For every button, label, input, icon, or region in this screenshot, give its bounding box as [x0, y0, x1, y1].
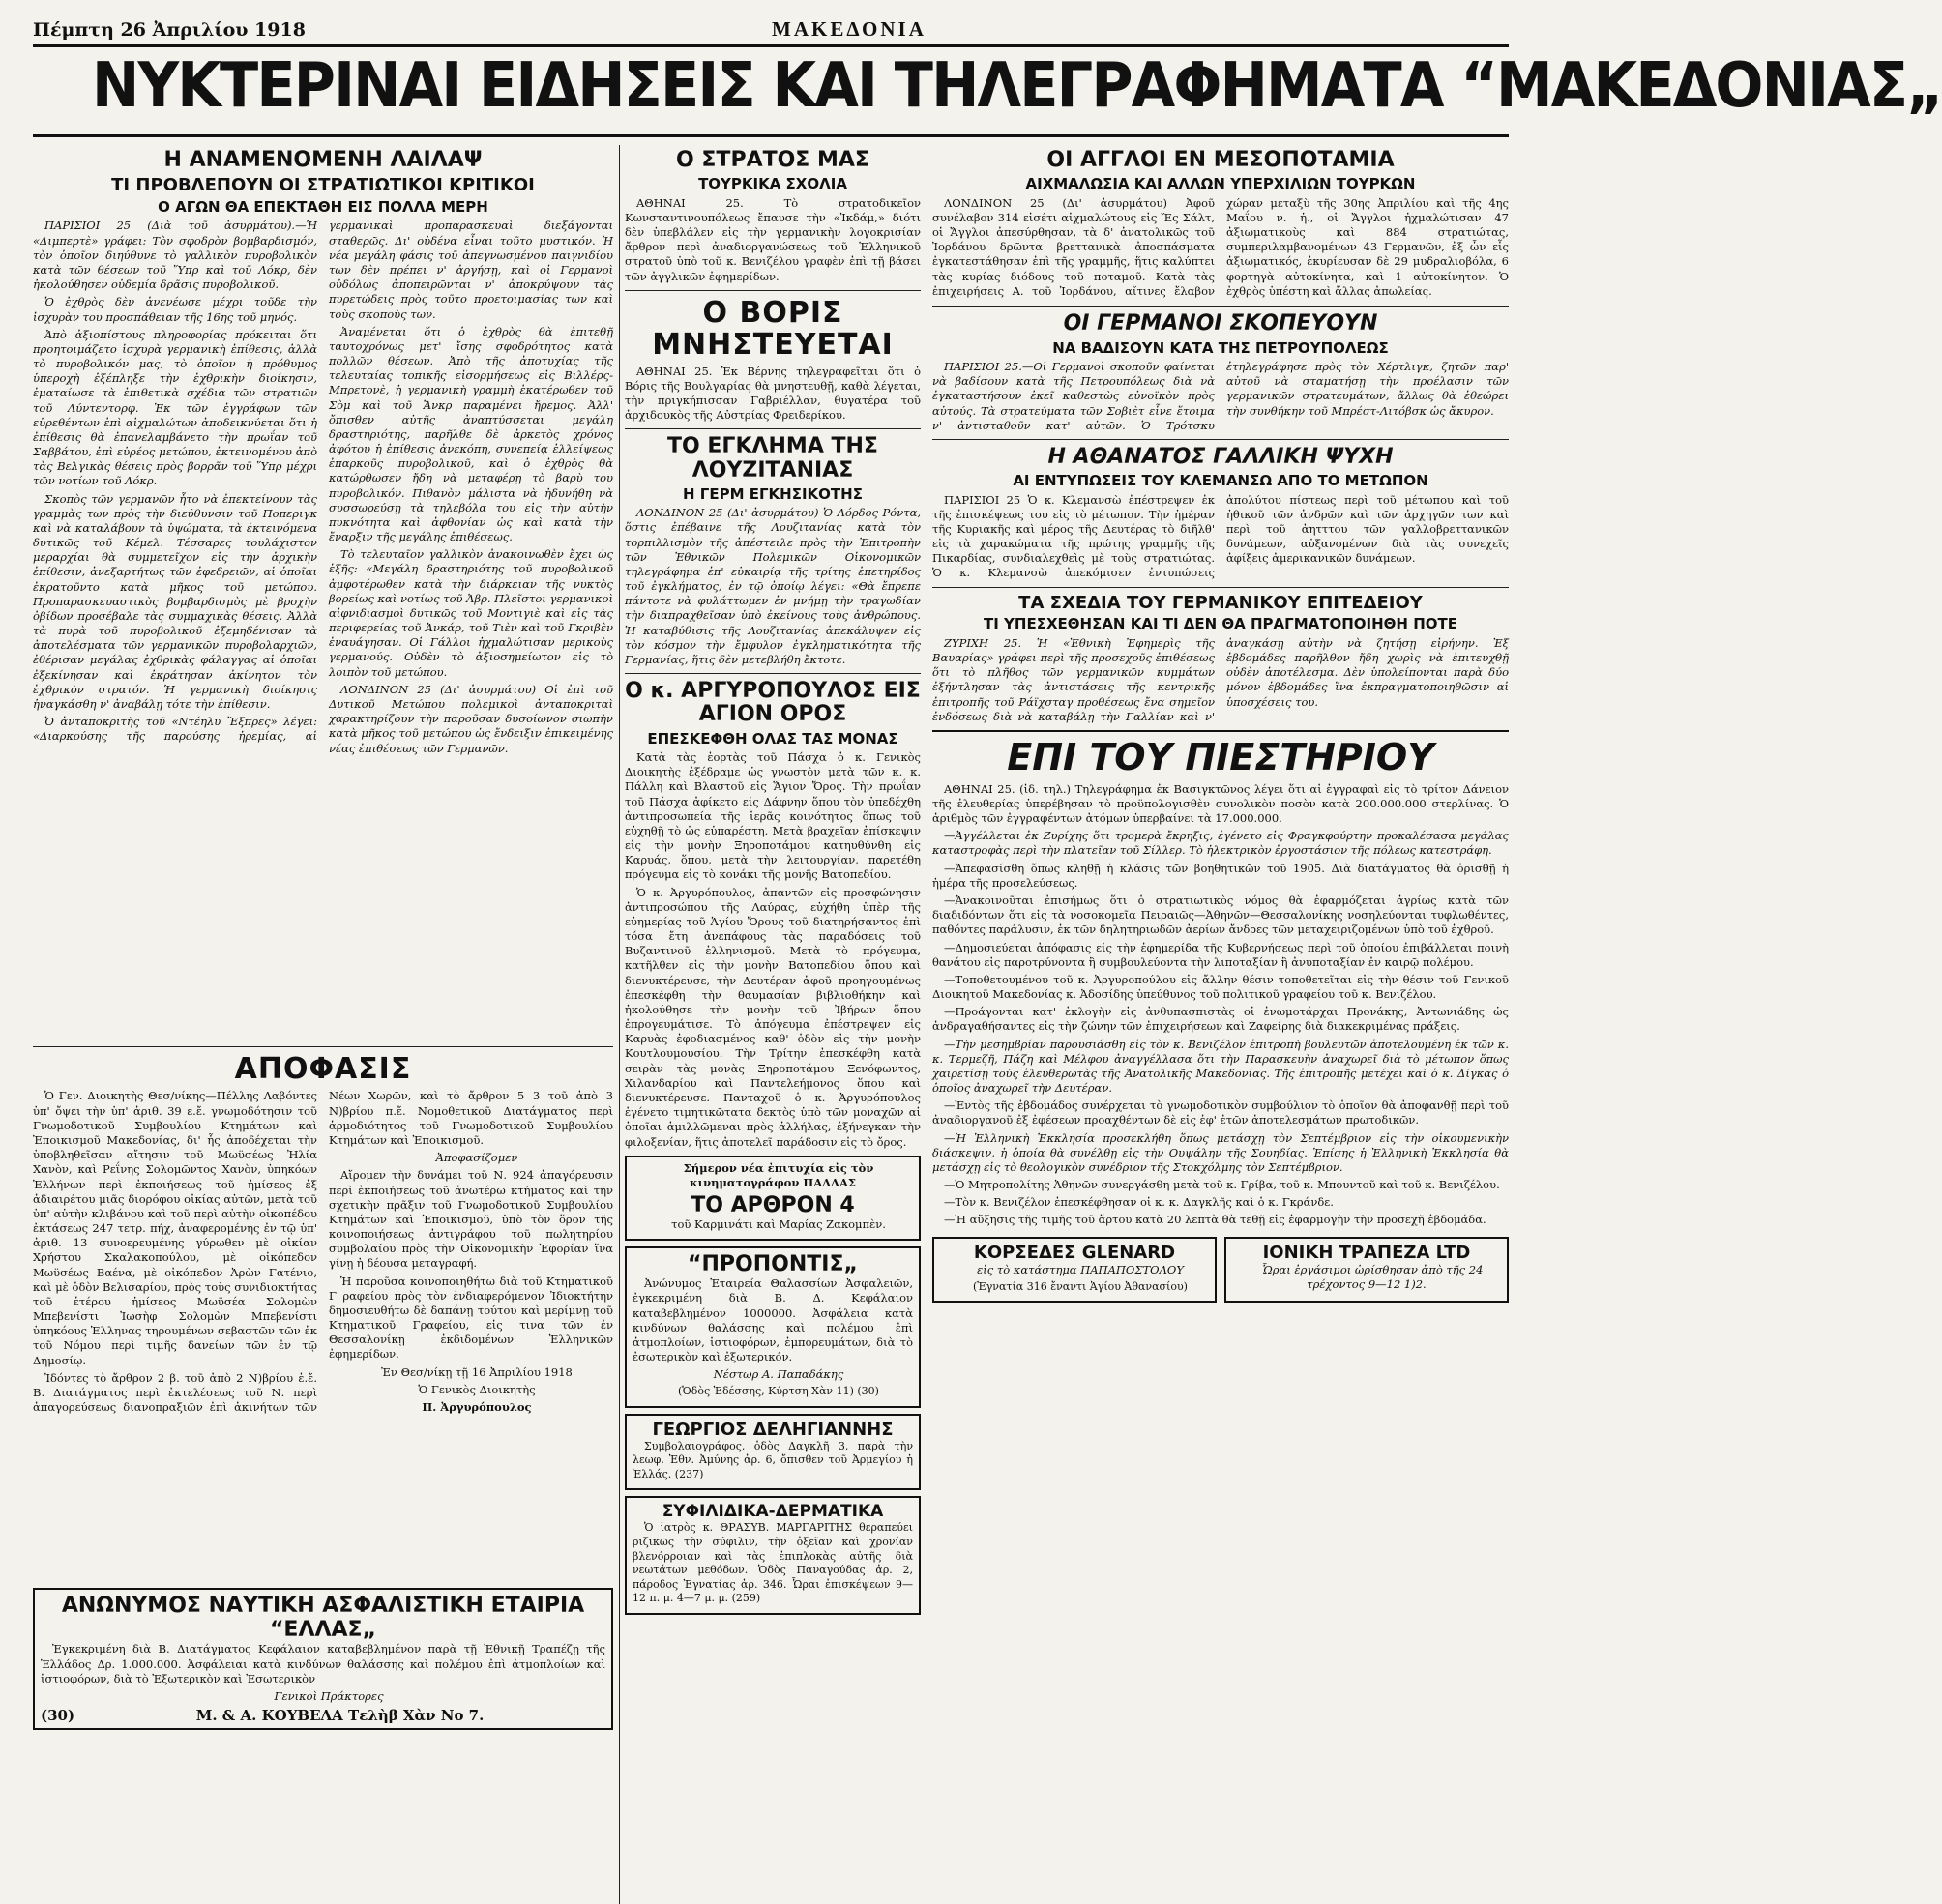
paragraph: ΠΑΡΙΣΙΟΙ 25 (Διὰ τοῦ ἀσυρμάτου).—Ἡ «Διμπερτὲ» γράφει: Τὸν σφοδρὸν βομβαρδισμόν, τὸν ὁποῖον διηύθυνε τὸ γαλλικὸν πυροβολικὸν κατὰ τῶν θέσεων τοῦ Ὕπρ καὶ τοῦ Λόκρ, δὲν ἠκολούθησεν οὐδεμία δρᾶσις πυροβολικοῦ.: [33, 219, 317, 292]
paragraph: Τὸ τελευταῖον γαλλικὸν ἀνακοινωθὲν ἔχει ὡς ἑξῆς: «Μεγάλη δραστηριότης τοῦ πυροβολικοῦ ἀμφοτέρωθεν κατὰ τὴν διάρκειαν τῆς νυκτὸς βορείως καὶ νοτίως τοῦ Ἀβρ. Πλεῖστοι γερμανικοὶ αἰφνιδιασμοὶ δυτικῶς τοῦ Μοντιγιὲ καὶ εἰς τὰς περιφερείας τοῦ Ἀνκάρ, τοῦ Τιὲν καὶ τοῦ Γκριβὲν ἐναυάγησαν. Οἱ Γάλλοι ἠχμαλώτισαν μερικοὺς γερμανούς. Οὐδὲν τὸ ἀξιοσημείωτον εἰς τὸ λοιπὸν τοῦ μετώπου.: [329, 547, 613, 679]
paragraph: ΠΑΡΙΣΙΟΙ 25.—Οἱ Γερμανοὶ σκοποῦν φαίνεται νὰ βαδίσουν κατὰ τῆς Πετρουπόλεως διὰ νὰ ἐγκαταστήσουν ἐκεῖ καθεστὼς εὐνοϊκὸν πρὸς αὐτούς. Τὰ στρατεύματα τῶν Σοβιὲτ εἶνε ἕτοιμα ν' ἀντισταθοῦν κατ' αὐτῶν. Ὁ Τρότσκυ ἐτηλεγράφησε πρὸς τὸν Χέρτλιγκ, ζητῶν παρ' αὐτοῦ νὰ σταματήσῃ τὴν προέλασιν τῶν γερμανικῶν στρατευμάτων, ἄλλως θὰ ἐθεώρει τὴν συνθήκην τοῦ Μπρέστ-Λιτόβσκ ὡς ἄκυρον.: [932, 360, 1509, 432]
ad-title: “ΠΡΟΠΟΝΤΙΣ„: [688, 1252, 858, 1277]
paragraph: Ἰδόντες τὸ ἄρθρον 2 β. τοῦ ἀπὸ 2 Ν)βρίου ἑ.ἔ. Β. Διατάγματος περὶ ἐκτελέσεως τοῦ Ν. περὶ ἀπαγορεύσεως διανοπραξιῶν ἐπὶ ἀκινήτων τῶν Νέων Χωρῶν, καὶ τὸ ἄρθρον 5 3 τοῦ ἀπὸ 3 Ν)βρίου π.ἔ. Νομοθετικοῦ Διατάγματος περὶ ἁρμοδιότητος τοῦ Γνωμοδοτικοῦ Συμβουλίου Κτημάτων καὶ Ἐποικισμοῦ.: [33, 1089, 613, 1415]
paragraph: Ἡ παροῦσα κοινοποιηθήτω διὰ τοῦ Κτηματικοῦ Γ ραφείου πρὸς τὸν ἐνδιαφερόμενον Ἰδιοκτήτην δημοσιευθήτω δὲ δαπάνῃ τούτου καὶ μερίμνῃ τοῦ Κτηματικοῦ Γραφείου, εἰς τινα τῶν ἐν Θεσσαλονίκῃ ἐκδιδομένων Ἑλληνικῶν ἐφημερίδων.: [329, 1274, 613, 1362]
article-body: [932, 196, 1509, 301]
ad-title: ΙΟΝΙΚΗ ΤΡΑΠΕΖΑ LTD: [1262, 1242, 1471, 1263]
paragraph: Αἴρομεν τὴν δυνάμει τοῦ Ν. 924 ἀπαγόρευσιν περὶ ἐκποιήσεως τοῦ ἀνωτέρω κτήματος καὶ τὴν σχετικὴν πρᾶξιν τοῦ Γνωμοδοτικοῦ Συμβουλίου Κτημάτων καὶ Ἐποικισμοῦ, ὑπὸ τὸν ὅρον τῆς κοινοποιήσεως ἀντιγράφου τοῦ πωλητηρίου συμβολαίου πρὸς τὴν Οἰκονομικὴν Ἐφορίαν ἵνα γίνῃ ἡ δέουσα μεταγραφή.: [329, 1168, 613, 1271]
headline: ΕΠΙ ΤΟΥ ΠΙΕΣΤΗΡΙΟΥ: [1007, 735, 1434, 778]
ad-text: Ὁ ἰατρὸς κ. ΘΡΑΣΥΒ. ΜΑΡΓΑΡΙΤΗΣ θεραπεύει ριζικῶς τὴν σύφιλιν, τὴν ὀξεῖαν καὶ χρονίαν βλενόρροιαν καὶ τὰς ἐπιπλοκὰς αὐτῆς διὰ νεωτάτων μεθόδων. Ὁδὸς Παναγούδας ἀρ. 2, πάροδος Ἐγνατίας ἀρ. 346. Ὧραι ἐπισκέψεων 9—12 π. μ. 4—7 μ. μ. (259): [633, 1521, 913, 1605]
subheadline: ΤΙ ΠΡΟΒΛΕΠΟΥΝ ΟΙ ΣΤΡΑΤΙΩΤΙΚΟΙ ΚΡΙΤΙΚΟΙ: [111, 175, 535, 196]
advertisement: [625, 1246, 921, 1408]
advertisement: [625, 1156, 921, 1242]
paragraph: Ἀποφασίζομεν: [435, 1151, 518, 1165]
paragraph: ΛΟΝΔΙΝΟΝ 25 (Δι' ἀσυρμάτου) Οἱ ἐπὶ τοῦ Δυτικοῦ Μετώπου πολεμικοὶ ἀνταποκριταὶ χαρακτηρίζουν τὴν παροῦσαν δυσοίωνον σιωπὴν κατὰ μῆκος τοῦ μετώπου ὡς ἔνδειξιν ἐπικειμένης νέας ἐπιθέσεως τῶν Γερμανῶν.: [329, 682, 613, 755]
paragraph: Ὁ Γεν. Διοικητὴς Θεσ/νίκης—Πέλλης Λαβόντες ὑπ' ὄψει τὴν ὑπ' ἀριθ. 39 ε.ἔ. γνωμοδότησιν τοῦ Γνωμοδοτικοῦ Συμβουλίου Κτημάτων καὶ Ἐποικισμοῦ Μακεδονίας, δι' ἧς ἀποδέχεται τὴν ὑποβληθεῖσαν αἴτησιν τοῦ Μωϋσέως Ἠλία Χανὸν, καὶ Ρεΐνης Σολομῶντος Χανὸν, ὑπηκόων Ἑλλήνων περὶ ἐκποιήσεως τοῦ ἡμίσεος ἐξ ἀδιαιρέτου μιᾶς διορόφου οἰκίας αὐτῶν, μετὰ τοῦ ὑπ' αὐτὴν κλιβάνου καὶ τοῦ περὶ αὐτὴν οἰκοπέδου ἐκτάσεως 247 τετρ. πήχ, ἀναφερομένης ἐν τῷ ὑπ' ἀριθ. 13 συνοερευμένης γύρωθεν μὲ οἰκίαν Χρήστου Σκαλακοπούλου, μὲ οἰκόπεδον Μωϋσέως Βαένα, μὲ οἰκόπεδον Ἀρὼν Γατένιο, καὶ μὲ ὁδὸν Βελισαρίου, πρὸς τοὺς συνιδιοκτήτας τοῦ ἑτέρου ἡμίσεος Μωϋσέα Σολομὼν Μπεβενίστι Ἰωσὴφ Σολομὼν Μπεβενίστι ὑπηκόους Ἑλληνας τηρουμένων σεβαστῶν τῶν ἐκ τοῦ Νόμου περὶ τιμῆς δανείων τῶν ἐν τῷ Δημοσίῳ.: [33, 1089, 317, 1367]
decision-body: [33, 1089, 613, 1582]
column-middle: [625, 145, 921, 1904]
paragraph: ΑΘΗΝΑΙ 25. (ἰδ. τηλ.) Τηλεγράφημα ἐκ Βασιγκτῶνος λέγει ὅτι αἱ ἐγγραφαὶ εἰς τὸ τρίτον Δάνειον τῆς ἐλευθερίας ὑπερέβησαν τὸ προϋπολογισθὲν συνολικὸν ποσὸν κατὰ 200.000.000 στερλίνας. Ὁ ἀριθμὸς τῶν ἐγγραφέντων ἀτόμων ὑπερβαίνει τὰ 17.000.000.: [932, 781, 1509, 826]
advertisement: [932, 1237, 1217, 1304]
paragraph: ΛΟΝΔΙΝΟΝ 25 (Δι' ἀσυρμάτου) Ἀφοῦ συνέλαβον 314 εἰσέτι αἰχμαλώτους εἰς Ἔς Σάλτ, οἱ Ἄγγλοι ἀπεσύρθησαν, τὰ δ' ἀνατολικῶς τοῦ Ἰορδάνου δρῶντα βρεττανικὰ ἀποσπάσματα ἐγκατεστάθησαν ἐπὶ τῆς γραμμῆς, ἥτις καλύπτει τὰς κυρίας διόδους τοῦ ποταμοῦ. Κατὰ τὰς ἐπιχειρήσεις Α. τοῦ Ἰορδάνου, αἵτινες ἔλαβον χώραν μεταξὺ τῆς 30ης Ἀπριλίου καὶ τῆς 4ης Μαΐου ν. ἡ., οἱ Ἄγγλοι ἠχμαλώτισαν 47 ἀξιωματικοὺς καὶ 884 στρατιώτας, συμπεριλαμβανομένων 43 Γερμανῶν, ἐξ ὧν εἷς ἀξιωματικός, ἐκυρίευσαν δὲ 29 μυδραλιοβόλα, 6 φορτηγὰ αὐτοκίνητα, καὶ 1 αὐτοκίνητον. Ὁ ἐχθρὸς ὑπέστη καὶ ἄλλας ἀπωλείας.: [932, 195, 1509, 298]
paragraph: —Τὸν κ. Βενιζέλον ἐπεσκέφθησαν οἱ κ. κ. Δαγκλῆς καὶ ὁ κ. Γκράνδε.: [944, 1195, 1334, 1210]
ad-title: ΤΟ ΑΡΘΡΟΝ 4: [691, 1193, 855, 1218]
signature-name: Π. Ἀργυρόπουλος: [422, 1399, 532, 1414]
subheadline: ΑΙ ΕΝΤΥΠΩΣΕΙΣ ΤΟΥ ΚΛΕΜΑΝΣΩ ΑΠΟ ΤΟ ΜΕΤΩΠΟΝ: [1013, 472, 1428, 490]
paragraph: ΑΘΗΝΑΙ 25. Ἐκ Βέρνης τηλεγραφεῖται ὅτι ὁ Βόρις τῆς Βουλγαρίας θὰ μνηστευθῇ, καθὰ λέγεται, τὴν πριγκήπισσαν Γαβριέλλαν, θυγατέρα τοῦ ἀρχιδουκὸς τῆς Αὐστρίας Φρειδερίκου.: [625, 364, 921, 423]
paragraph: —Ἐντὸς τῆς ἑβδομάδος συνέρχεται τὸ γνωμοδοτικὸν συμβούλιον τὸ ὁποῖον θὰ ἀποφανθῇ περὶ τοῦ ἀναδιοργανοῦ ἐξ ἐφέσεων προαχθέντων δὲ εἰς ἐφ' ἐτῶν ἀποτελεσμάτων πρωτοδικῶν.: [932, 1098, 1509, 1128]
headline: Η ΑΝΑΜΕΝΟΜΕΝΗ ΛΑΙΛΑΨ: [163, 148, 483, 172]
ad-number: (30): [41, 1707, 75, 1725]
paragraph: ΛΟΝΔΙΝΟΝ 25 (Δι' ἀσυρμάτου) Ὁ Λόρδος Ρόντα, ὅστις ἐπέβαινε τῆς Λουζιτανίας κατὰ τὸν τορπιλλισμὸν τῆς ἀπέστειλε πρὸς τὴν Ἐπιτροπὴν τῶν Ἐθνικῶν Πολεμικῶν Οἰκονομικῶν τηλεγράφημα ἐπ' εὐκαιρίᾳ τῆς τρίτης ἐπετηρίδος τοῦ ἐγκλήματος, ἐν τῷ ὁποίῳ λέγει: «Θὰ ἔπρεπε πάντοτε νὰ φυλάττωμεν ἐν μνήμῃ τὴν τραγωδίαν τὴν διαπραχθεῖσαν ὑπὸ ἐκείνους τοὺς ἀνθρώπους. Ἡ καταβύθισις τῆς Λουζιτανίας ἀπεκάλυψεν εἰς τὸν κόσμον τὴν ἔμφυλον ἐγκληματικότητα τῆς Γερμανίας, ἥτις δὲν μετεβλήθη ἔκτοτε.: [625, 506, 921, 666]
paragraph: —Ἀγγέλλεται ἐκ Ζυρίχης ὅτι τρομερὰ ἔκρηξις, ἐγένετο εἰς Φραγκφούρτην προκαλέσασα μεγάλας καταστροφὰς περὶ τὴν πλατεῖαν τοῦ Σίλλερ. Τὸ ἠλεκτρικὸν ἐργοστάσιον τῆς πόλεως κατεστράφη.: [932, 829, 1509, 858]
ad-title: ΣΥΦΙΛΙΔΙΚΑ-ΔΕΡΜΑΤΙΚΑ: [662, 1502, 884, 1522]
ad-text: Ἐγκεκριμένη διὰ Β. Διατάγματος Κεφάλαιον καταβεβλημένον παρὰ τῇ Ἐθνικῇ Τραπέζῃ τῆς Ἑλλάδος Δρ. 1.000.000. Ἀσφάλειαι κατὰ κινδύνων θαλάσσης καὶ πολέμου ἐπὶ ἀτμοπλοίων καὶ ἱστιοφόρων, διὰ τὸ Ἐξωτερικὸν καὶ Ἐσωτερικὸν: [41, 1642, 605, 1685]
article-body: [932, 360, 1509, 433]
paragraph: —Ἀπεφασίσθη ὅπως κληθῇ ἡ κλάσις τῶν βοηθητικῶν τοῦ 1905. Διὰ διατάγματος θὰ ὁρισθῇ ἡ ἡμέρα τῆς προσελεύσεως.: [932, 861, 1509, 890]
paragraph: —Ἡ αὔξησις τῆς τιμῆς τοῦ ἄρτου κατὰ 20 λεπτὰ θὰ τεθῇ εἰς ἐφαρμογὴν τὴν προσεχῆ ἑβδομάδα.: [944, 1213, 1486, 1227]
article-body: [932, 493, 1509, 581]
paragraph: —Τὴν μεσημβρίαν παρουσιάσθη εἰς τὸν κ. Βενιζέλον ἐπιτροπὴ βουλευτῶν ἀποτελουμένη ἐκ τῶν κ. κ. Τερμεζῆ, Πάζη καὶ Μέλφου ἀναγγέλλασα ὅτι τὴν Παρασκευὴν ἀναχωρεῖ διὰ τὸ μέτωπον ὅπως χαιρετίσῃ τοὺς ἐλευθερωτὰς τῆς Ἀνατολικῆς Μακεδονίας. Τῆς ἐπιτροπῆς μετέχει καὶ ὁ κ. Δίγκας ὁ ὁποῖος ἀναχωρεῖ τὴν Δευτέραν.: [932, 1037, 1509, 1096]
headline: Η ΑΘΑΝΑΤΟΣ ΓΑΛΛΙΚΗ ΨΥΧΗ: [1047, 444, 1394, 469]
advertisement: [1224, 1237, 1509, 1304]
paragraph: Σκοπὸς τῶν γερμανῶν ἦτο νὰ ἐπεκτείνουν τὰς γραμμὰς των πρὸς τὴν διεύθυνσιν τοῦ Ποπεριγκ καὶ νὰ καταλάβουν τὰ ὑψώματα, τὰ ἐκτεινόμενα δυτικῶς τοῦ Κέμελ. Τέσσαρες τουλάχιστον μεραρχίαι θὰ συμμετεῖχον εἰς τὴν ἀρχικὴν ἐπίθεσιν, ἀνεξαρτήτως τῶν ἐφεδρειῶν, αἱ ὁποῖαι ἐκρατοῦντο κατὰ μῆκος τοῦ μετώπου. Προπαρασκευαστικὸς βομβαρδισμὸς μὲ βροχὴν ὀβίδων προσέβαλε τὰς συμμαχικὰς θέσεις. Ἀλλὰ τὰ πυρὰ τοῦ πυροβολικοῦ ἐξεμηδένισαν τὰ ἀποτελέσματα τῶν γερμανικῶν πυροβολαρχιῶν, ἐθέρισαν μεγάλας ἐχθρικὰς φάλαγγας αἱ ὁποῖαι ἐξεκίνησαν καὶ ἐκράτησαν ἀκίνητον τὸν ἐχθρικὸν στρατόν. Ἡ γερμανικὴ διοίκησις ἠναγκάσθη ν' ἀναβάλῃ τότε τὴν ἐπίθεσιν.: [33, 491, 317, 711]
ad-title: ΓΕΩΡΓΙΟΣ ΔΕΛΗΓΙΑΝΝΗΣ: [652, 1419, 894, 1440]
paragraph: —Δημοσιεύεται ἀπόφασις εἰς τὴν ἐφημερίδα τῆς Κυβερνήσεως περὶ τοῦ ὁποίου ἐπιβάλλεται ποινὴ θανάτου εἰς παροτρύνοντα ἢ συμβουλεύοντα τὴν λιποταξίαν ἢ ἀνυποταξίαν ἐν καιρῷ πολέμου.: [932, 940, 1509, 969]
signature-place: Ἐν Θεσ/νίκῃ τῇ 16 Ἀπριλίου 1918: [381, 1364, 573, 1379]
paragraph: Ὁ ἀνταποκριτὴς τοῦ «Ντέηλυ Ἔξπρες» λέγει: «Διαρκούσης τῆς παρούσης ἠρεμίας, αἱ γερμανικαὶ προπαρασκευαὶ διεξάγονται σταθερῶς. Δι' οὐδένα εἶναι τοῦτο μυστικόν. Ἡ νέα μεγάλη φάσις τοῦ ἀπεγνωσμένου παιγνιδίου των δὲν πρέπει ν' ἀργήσῃ, καὶ οἱ Γερμανοὶ οὐδόλως ἀποπειρῶνται ν' ἀποκρύψουν τὰς πυρετώδεις πρὸς τοῦτο προετοιμασίας των καὶ τοὺς σκοποὺς των.: [33, 219, 613, 744]
paragraph: —Ὁ Μητροπολίτης Ἀθηνῶν συνεργάσθη μετὰ τοῦ κ. Γρίβα, τοῦ κ. Μπουντοῦ καὶ τοῦ κ. Βενιζέλου.: [944, 1178, 1500, 1192]
article-body: [33, 219, 613, 1040]
headline: ΤΟ ΕΓΚΛΗΜΑ ΤΗΣ ΛΟΥΖΙΤΑΝΙΑΣ: [667, 434, 878, 483]
paragraph: Κατὰ τὰς ἑορτὰς τοῦ Πάσχα ὁ κ. Γενικὸς Διοικητὴς ἐξέδραμε ὡς γνωστὸν μετὰ τῶν κ. κ. Πάλλη καὶ Βλαστοῦ εἰς Ἅγιον Ὄρος. Τὴν πρωΐαν τοῦ Πάσχα ἀφίκετο εἰς Δάφνην ὅπου τὸν ὑπεδέχθη ἀντιπροσωπεία τῆς ἱερᾶς κοινότητος ὅπως τοῦ εὐχηθῇ τὸ ὡς εὐπαρέστη. Μετὰ βραχεῖαν ἐπίσκεψιν εἰς τὴν μονὴν Ξηροποτάμου κατηυθύνθη εἰς Καρυάς, ὅπου, μετὰ τὴν λειτουργίαν, παρετέθη πρόγευμα εἰς τὸ κονάκι τῆς μονῆς Βατοπεδίου.: [625, 750, 921, 882]
ad-text: τοῦ Καρμινάτι καὶ Μαρίας Ζακομπὲν.: [671, 1217, 886, 1232]
ad-text: Ὧραι ἐργάσιμοι ὡρίσθησαν ἀπὸ τῆς 24 τρέχοντος 9—12 1)2.: [1261, 1262, 1484, 1291]
ad-name: Μ. & Α. ΚΟΥΒΕΛΑ Τελὴβ Χὰν Νο 7.: [195, 1707, 485, 1725]
newspaper-name: ΜΑΚΕΔΟΝΙΑ: [772, 17, 927, 41]
headline: Ο ΒΟΡΙΣ ΜΝΗΣΤΕΥΕΤΑΙ: [652, 295, 894, 362]
page-banner: ΝΥΚΤΕΡΙΝΑΙ ΕΙΔΗΣΕΙΣ ΚΑΙ ΤΗΛΕΓΡΑΦΗΜΑΤΑ “ΜΑΚΕΔΟΝΙΑΣ„: [92, 50, 1942, 122]
footer-ads: [932, 1231, 1509, 1309]
subheadline: ΕΠΕΣΚΕΦΘΗ ΟΛΑΣ ΤΑΣ ΜΟΝΑΣ: [647, 729, 898, 747]
paragraph: Ὁ ἐχθρὸς δὲν ἀνενέωσε μέχρι τοῦδε τὴν ἰσχυρὰν του προσπάθειαν τῆς 16ης τοῦ μηνός.: [33, 295, 317, 324]
paragraph: ΑΘΗΝΑΙ 25. Τὸ στρατοδικεῖον Κωνσταντινουπόλεως ἔπαυσε τὴν «Ἰκδάμ,» διότι δὲν ὑπεβλάλεν εἰς τὴν γερμανικὴν λογοκρισίαν ἄρθρον περὶ ἀναδιοργανώσεως τοῦ Ἑλληνικοῦ στρατοῦ ὑπὸ τοῦ κ. Βενιζέλου γραφὲν ἐπὶ τῇ βάσει τῶν ἀγγλικῶν ἐφημερίδων.: [625, 195, 921, 283]
paragraph: —Ἀνακοινοῦται ἐπισήμως ὅτι ὁ στρατιωτικὸς νόμος θὰ ἐφαρμόζεται ἀγρίως κατὰ τῶν διαδιδόντων ὅτι εἰς τὰ νοσοκομεῖα Πειραιῶς—Ἀθηνῶν—Θεσσαλονίκης νοσηλεύονται τυφλωθέντες, παθόντες παράλυσιν, ἐκ τῶν δηλητηριωδῶν ἀερίων ἄνδρες τῶν μεταχειριζομένων ὑπὸ τοῦ ἐχθροῦ.: [932, 893, 1509, 937]
ad-text: εἰς τὸ κατάστημα ΠΑΠΑΠΟΣΤΟΛΟΥ: [977, 1262, 1184, 1276]
subheadline: ΝΑ ΒΑΔΙΣΟΥΝ ΚΑΤΑ ΤΗΣ ΠΕΤΡΟΥΠΟΛΕΩΣ: [1052, 338, 1389, 357]
ad-address: (Ὁδὸς Ἐδέσσης, Κύρτση Χὰν 11) (30): [678, 1385, 879, 1398]
headline: ΟΙ ΑΓΓΛΟΙ ΕΝ ΜΕΣΟΠΟΤΑΜΙΑ: [1046, 148, 1395, 172]
signature-title: Ὁ Γενικὸς Διοικητὴς: [418, 1382, 536, 1396]
paragraph: —Τοποθετουμένου τοῦ κ. Ἀργυροπούλου εἰς ἄλλην θέσιν τοποθετεῖται εἰς τὴν θέσιν τοῦ Γενικοῦ Διοικητοῦ Μακεδονίας κ. Ἀδοσίδης ὑπεύθυνος τοῦ πολιτικοῦ γραφείου τοῦ κ. Βενιζέλου.: [932, 972, 1509, 1002]
headline: ΤΑ ΣΧΕΔΙΑ ΤΟΥ ΓΕΡΜΑΝΙΚΟΥ ΕΠΙΤΕΔΕΙΟΥ: [1018, 592, 1423, 613]
masthead: [33, 17, 1509, 47]
ad-title: ΑΝΩΝΥΜΟΣ ΝΑΥΤΙΚΗ ΑΣΦΑΛΙΣΤΙΚΗ ΕΤΑΙΡΙΑ “ΕΛΛΑΣ„: [61, 1594, 585, 1643]
headline: ΟΙ ΓΕΡΜΑΝΟΙ ΣΚΟΠΕΥΟΥΝ: [1063, 311, 1378, 337]
issue-date: Πέμπτη 26 Ἀπριλίου 1918: [33, 19, 306, 41]
ad-text: Συμβολαιογράφος, ὁδὸς Δαγκλῆ 3, παρὰ τὴν λεωφ. Ἐθν. Ἀμύνης ἀρ. 6, ὄπισθεν τοῦ Ἀρμεγίου ἡ Ἑλλάς. (237): [633, 1439, 913, 1480]
subheadline: ΤΙ ΥΠΕΣΧΕΘΗΣΑΝ ΚΑΙ ΤΙ ΔΕΝ ΘΑ ΠΡΑΓΜΑΤΟΠΟΙΗΘΗ ΠΟΤΕ: [984, 615, 1457, 633]
advertisement: [625, 1496, 921, 1614]
ad-text: Σήμερον νέα ἐπιτυχία εἰς τὸν κινηματογράφον ΠΑΛΛΑΣ: [683, 1160, 874, 1189]
ad-title: ΚΟΡΣΕΔΕΣ GLENARD: [973, 1242, 1176, 1263]
headline: Ο κ. ΑΡΓΥΡΟΠΟΥΛΟΣ ΕΙΣ ΑΓΙΟΝ ΟΡΟΣ: [625, 679, 921, 727]
subheadline: Η ΓΕΡΜ ΕΓΚΗΣΙΚΟΤΗΣ: [683, 484, 863, 503]
advertisement: [625, 1414, 921, 1491]
column-left: [33, 145, 613, 1904]
paragraph: ΠΑΡΙΣΙΟΙ 25 Ὁ κ. Κλεμανσὼ ἐπέστρεψεν ἐκ τῆς ἐπισκέψεως του εἰς τὸ μέτωπον. Τὴν ἡμέραν τῆς Κυριακῆς καὶ μέρος τῆς Δευτέρας τὸ διῆλθ' εἰς τὰ χαρακώματα τῆς πρώτης γραμμῆς τῆς Πικαρδίας, συνδιαλεχθεὶς μὲ τοὺς στρατιώτας. Ὁ κ. Κλεμανσὼ ἀπεκόμισεν ἐντυπώσεις ἀπολύτου πίστεως περὶ τοῦ μέτωπου καὶ τοῦ ἠθικοῦ τῶν ἀνδρῶν καὶ τῶν ἀρχηγῶν των καὶ περὶ τοῦ ἀητττου τῶν γαλλοβρεττανικῶν δυνάμεων, αὐξανομένων διὰ τὰς συνεχεῖς ἀφίξεις ἀμερικανικῶν δυνάμεων.: [932, 492, 1509, 580]
ad-address: (Ἐγνατία 316 ἔναντι Ἁγίου Ἀθανασίου): [973, 1279, 1188, 1293]
article-body: [932, 636, 1509, 724]
paragraph: Ὁ κ. Ἀργυρόπουλος, ἀπαντῶν εἰς προσφώνησιν ἀντιπροσώπου τῆς Λαύρας, εὐχήθη ὑπὲρ τῆς εὐημερίας τοῦ Ἁγίου Ὄρους τοῦ διατηρήσαντος ἐπὶ τόσα ἔτη ἀνεπάφους τὰς παραδόσεις τοῦ Βυζαντινοῦ ἑλληνισμοῦ. Μετὰ τὸ πρόγευμα, κατῆλθεν εἰς τὴν μονὴν Βατοπεδίου ὅπου καὶ διενυκτέρευσε, τὴν Δευτέραν ἀφοῦ προηγουμένως ἐπεσκέφθη τὴν θαυμασίαν βιβλιοθήκην καὶ ἠκολούθησε τὴν μονὴν τοῦ Ἰβήρων ὅπου ἐπρογευμάτισε. Τὸ ἀπόγευμα ἐπέστρεψεν εἰς Καρυὰς ἐφοδιασμένος καθ' ὁδὸν εἰς τὴν μονὴν Κουτλουμουσίου. Τὴν Τρίτην ἐπεσκέφθη κατὰ σειρὰν τὰς μονὰς Ξηροποτάμου Ξενόφωντος, Χιλανδαρίου καὶ Παντελεήμονος ὅπου καὶ διενυκτέρευσε. Πανταχοῦ ὁ κ. Ἀργυρόπουλος ἐγένετο τιμητικῶτατα δεκτὸς ὑπὸ τῶν μοναχῶν αἱ ὁποῖαι ἁμιλλῶμεναι πρὸς ἀλλήλας, ἐξήνεγκαν τὴν φιλοξενίαν, ἥτις ἀποτελεῖ παράδοσιν εἰς τὸ ὄρος.: [625, 885, 921, 1149]
subheadline: Ο ΑΓΩΝ ΘΑ ΕΠΕΚΤΑΘΗ ΕΙΣ ΠΟΛΛΑ ΜΕΡΗ: [158, 197, 488, 216]
paragraph: —Προάγονται κατ' ἐκλογὴν εἰς ἀνθυπασπιστὰς οἱ ἐνωμοτάρχαι Προνάκης, Ἀντωνιάδης ὡς ἀνδραγαθήσαντες εἰς τὴν ζώνην τῶν ἐπιχειρήσεων καὶ Ζαφείρης διὰ διακεκριμένας πράξεις.: [932, 1005, 1509, 1034]
paragraph: Ἀναμένεται ὅτι ὁ ἐχθρὸς θὰ ἐπιτεθῇ ταυτοχρόνως μετ' ἴσης σφοδρότητος κατὰ πολλῶν θέσεων. Ἀπὸ τῆς ἀποτυχίας τῆς τελευταίας τοπικῆς εἰσορμήσεως εἰς Βιλλέρς-Μπρετονὲ, ἡ γερμανικὴ γραμμὴ ἑκατέρωθεν τοῦ Σὸμ καὶ τοῦ Ἄνκρ παραμένει ἤρεμος. Ἀλλ' ὄπισθεν αὐτῆς ἀναπτύσσεται μεγάλη δραστηριότης, παρῆλθε δὲ ἀρκετὸς χρόνος ἀφότου ἡ ἐπίθεσις ἀνεκόπη, συνεπείᾳ ἐλλείψεως ἐπαρκοῦς πυροβολικοῦ, καὶ ὁ ἐχθρὸς θὰ κατώρθωσεν ἤδη νὰ μεταφέρῃ τὸ βαρὺ του πυροβολικόν. Πιθανὸν μάλιστα νὰ ἠδυνήθη νὰ συσσωρεύσῃ τὰ τηλεβόλα του εἰς τὴν αὐτὴν πυκνότητα καὶ ἀφθονίαν ὡς καὶ κατὰ τὴν ἔναρξιν τῆς μεγάλης ἐπιθέσεως.: [329, 324, 613, 544]
ad-name: Νέστωρ Α. Παπαδάκης: [713, 1367, 844, 1382]
headline: Ο ΣΤΡΑΤΟΣ ΜΑΣ: [676, 148, 869, 172]
paragraph: Ἀπὸ ἀξιοπίστους πληροφορίας πρόκειται ὅτι προητοιμάζετο ἰσχυρὰ γερμανικὴ ἐπίθεσις, ἀλλὰ τὸ πυροβολικόν μας, τὸ ὁποῖον ἡ πρόθυμος ὑπεροχὴ ἐξέπληξε τὴν ἐχθρικὴν διοίκησιν, ἐματαίωσε τὰ ἐπιθετικὰ σχέδια τῶν στρατιῶν τοῦ Λύντεντορφ. Ἐκ τῶν ἐγγράφων τῶν εὑρεθέντων ἐπὶ αἰχμαλώτων ἀποδεικνύεται ὅτι ἡ ἐπίθεσις θὰ ἐπανελαμβάνετο τὴν πρωΐαν τοῦ Σαββάτου, ἐπὶ εὐρέος μετώπου, ἐκτεινομένου ἀπὸ τὰς Βελγικὰς θέσεις πρὸς βορρᾶν τοῦ Ὕπρ μέχρι τῶν νοτίων τοῦ Λόκρ.: [33, 327, 317, 488]
ad-text: Ἀνώνυμος Ἑταιρεία Θαλασσίων Ἀσφαλειῶν, ἐγκεκριμένη διὰ Β. Δ. Κεφάλαιον καταβεβλημένον 1000000. Ἀσφάλεια κατὰ κινδύνων θαλάσσης καὶ πολέμου ἐπὶ ἀτμοπλοίων, ἱστιοφόρων, ἐμπορευμάτων, διὰ τὸ ἐσωτερικὸν καὶ ἐξωτερικόν.: [633, 1276, 913, 1364]
decision-title: ΑΠΟΦΑΣΙΣ: [234, 1052, 412, 1087]
advertisement: [33, 1588, 613, 1730]
paragraph: ΖΥΡΙΧΗ 25. Ἡ «Ἐθνικὴ Ἐφημερὶς τῆς Βαυαρίας» γράφει περὶ τῆς προσεχοῦς ἐπιθέσεως ὅτι τὸ πλῆθος τῶν γερμανικῶν κυμμάτων ἐξήντλησαν τὰς ἀντιστάσεις τῆς κεντρικῆς ἐπιτροπῆς τοῦ Ράϊχσταγ προθέσεως ἔνα σημεῖον ἐνδόσεως διὰ νὰ καταβάλῃ τὴν Γαλλίαν καὶ ν' ἀναγκάσῃ αὐτὴν νὰ ζητήσῃ εἰρήνην. Ἐξ ἑβδομάδες παρῆλθον ἤδη χωρὶς νὰ ἐπιτευχθῇ οὐδὲν ἀποτέλεσμα. Δὲν ὑπολείπονται παρὰ δύο μόνον ἑβδομάδες ἵνα ἐκπραγματοποιηθῶσιν αἱ ὑποσχέσεις του.: [932, 635, 1509, 723]
column-right: [932, 145, 1509, 1904]
subheadline: ΤΟΥΡΚΙΚΑ ΣΧΟΛΙΑ: [698, 175, 847, 193]
paragraph: —Ἡ Ἑλληνικὴ Ἐκκλησία προσεκλήθη ὅπως μετάσχῃ τὸν Σεπτέμβριον εἰς τὴν οἰκουμενικὴν διάσκεψιν, ἡ ὁποία θὰ συνέλθῃ εἰς τὴν Ουψάλην τῆς Σουηδίας. Ἐπίσης ἡ Ἑλληνικὴ Ἐκκλησία θὰ μετάσχῃ εἰς τὸ θεολογικὸν συνέδριον τῆς Στοκχόλμης τὸν Σεπτέμβριον.: [932, 1130, 1509, 1174]
ad-agents: Γενικοὶ Πράκτορες: [274, 1689, 384, 1703]
subheadline: ΑΙΧΜΑΛΩΣΙΑ ΚΑΙ ΑΛΛΩΝ ΥΠΕΡΧΙΛΙΩΝ ΤΟΥΡΚΩΝ: [1025, 175, 1416, 193]
